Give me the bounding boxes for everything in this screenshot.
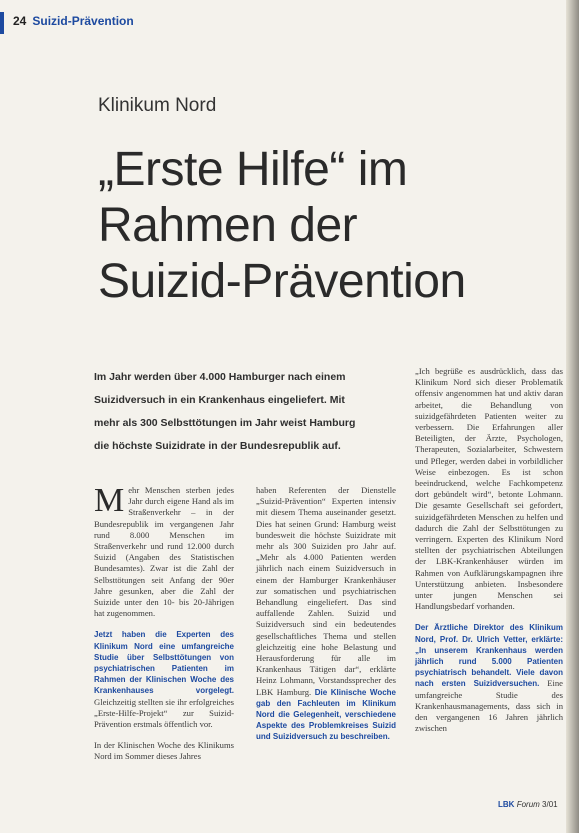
lead-line-2: Suizidversuch in ein Krankenhaus eingeliefert. Mit [94, 394, 345, 406]
col1-paragraph-1 [94, 482, 234, 619]
lead-line-3: mehr als 300 Selbsttötungen im Jahr weist Hamburg [94, 417, 356, 429]
col1-highlight: Jetzt haben die Experten des Klinikum Nord eine umfangreiche Studie über Selbsttötungen von psychiatrischen Patienten im Rahmen der Klinischen Woche des Krankenhauses vorgelegt. [94, 630, 234, 696]
col3-highlight: Der Ärztliche Direktor des Klinikum Nord, Prof. Dr. Ulrich Vetter, erklärte: „In unserem Krankenhaus werden jährlich rund 5.000 Patienten psychiatrisch behandelt. Viele davon nach ersten Suizidversuchen. [415, 623, 563, 689]
footer-brand: LBK [498, 800, 515, 809]
body-column-1 [94, 482, 234, 773]
footer-label: Forum [516, 800, 540, 809]
running-header [13, 14, 134, 28]
title-line-2: Rahmen der [98, 199, 358, 252]
footer-issue: 3/01 [542, 800, 558, 809]
title-line-1: „Erste Hilfe“ im [98, 143, 408, 196]
col2-text-1: haben Referenten der Dienstelle „Suizid-Prävention“ Experten intensiv mit diesem Thema auseinander gesetzt. Dies hat seinen Grund: Hamburg weist bundesweit die höchste Suizidrate mit mehr als 300 Suiziden pro Jahr auf. „Mehr als 4.000 Patienten werden jährlich nach einem Suizidversuch in einem der Hamburger Krankenhäuser zur somatischen und psychiatrischen Behandlung eingeliefert. Das sind auffallende Zahlen. Suizid und Suizidversuch sind ein bedeutendes gesellschaftliches Thema und stellen gleichzeitig eine hohe Belastung und Herausforderung für alle im Krankenhaus Tätigen dar“, erklärte Heinz Lohmann, Vorstandssprecher des LBK Hamburg. [256, 485, 396, 697]
col2-highlight: Die Klinische Woche gab den Fachleuten im Klinikum Nord die Gelegenheit, verschiedene Aspekte des Problemkreises Suizid und Suizidversuch zu beschreiben. [256, 687, 396, 742]
kicker: Klinikum Nord [98, 95, 217, 116]
lead-line-1: Im Jahr werden über 4.000 Hamburger nach einem [94, 371, 346, 383]
col3-paragraph-1: „Ich begrüße es ausdrücklich, dass das Klinikum Nord sich dieser Problematik offensiv angenommen hat und aktiv daran arbeitet, die Behandlung von suizidgefährdeten Patienten weiter zu verbessern. Die Erfahrungen aller Beteiligten, der Ärzte, Psychologen, Therapeuten, Sozialarbeiter, Schwestern und Pfleger, werden dabei in vorbildlicher Weise einbezogen. Es ist schon beeindruckend, welche Fachkompetenz dort gebündelt wird“, betonte Lohmann. Die gesamte Gesellschaft sei gefordert, suizidgefährdeten Menschen zu helfen und dadurch die Zahl der Selbsttötungen zu verringern. Experten des Klinikum Nord stellten der psychiatrischen Abteilungen der LBK-Krankenhäuser würden im Rahmen von Aufklärungskampagnen ihre Unterstützung anbieten. Insbesondere unter jungen Menschen sei Handlungsbedarf vorhanden. [415, 366, 563, 612]
col1-paragraph-3: In der Klinischen Woche des Klinikums Nord im Sommer dieses Jahres [94, 740, 234, 762]
section-title: Suizid-Prävention [32, 14, 134, 28]
header-accent-bar [0, 12, 4, 34]
article-title [98, 142, 466, 310]
page-edge-shadow [566, 0, 579, 833]
col1-text-1: ehr Menschen sterben jedes Jahr durch eigene Hand als im Straßenverkehr – in der Bundesrepublik im vergangenen Jahr rund 8.000 Menschen im Straßenverkehr und rund 12.000 durch Suizid (Angaben des Statistischen Bundesamtes). Zwar ist die Zahl der Selbsttötungen seit Anfang der 90er Jahre gesunken, aber die Zahl der Suizide unter den 10- bis 20-Jährigen hat zugenommen. [94, 485, 234, 619]
col1-paragraph-2 [94, 629, 234, 730]
title-line-3: Suizid-Prävention [98, 255, 466, 308]
col1-text-2: Gleichzeitig stellten sie ihr erfolgreiches „Erste-Hilfe-Projekt“ zur Suizid-Prävention erstmals öffentlich vor. [94, 696, 234, 730]
col2-paragraph-1 [256, 485, 396, 743]
page-number: 24 [13, 14, 27, 28]
lead-line-4: die höchste Suizidrate in der Bundesrepublik auf. [94, 440, 341, 452]
body-column-2 [256, 485, 396, 753]
col3-paragraph-2 [415, 622, 563, 734]
page-footer [498, 800, 558, 809]
col3-text-2: Eine umfangreiche Studie des Krankenhausmanagements, dass sich in den vergangenen 16 Jahren jährlich zwischen [415, 678, 563, 734]
body-column-3 [415, 366, 563, 745]
lead-paragraph [94, 366, 394, 458]
dropcap: M [94, 482, 125, 519]
